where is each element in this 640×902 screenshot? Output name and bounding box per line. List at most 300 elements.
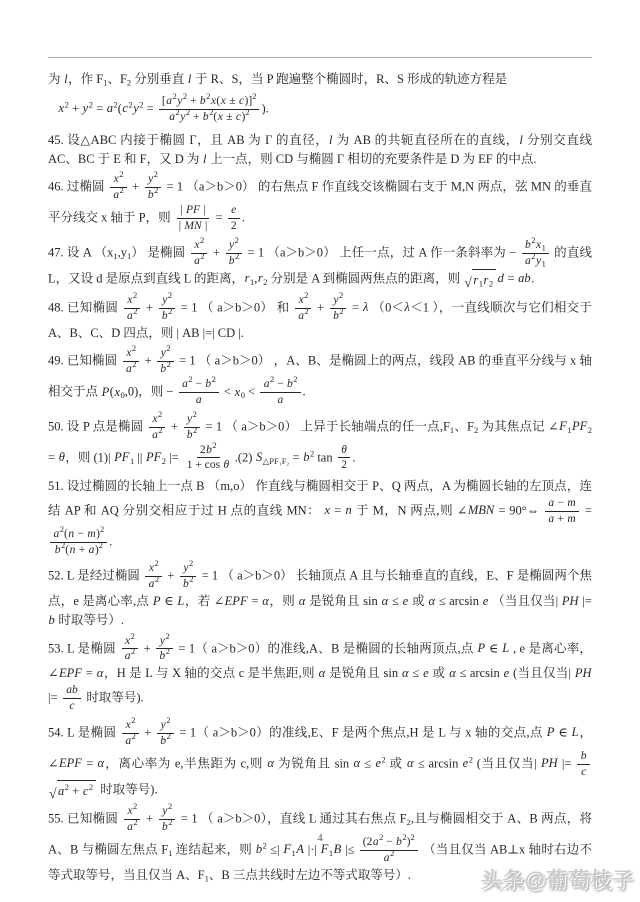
math-variable: P <box>152 594 161 608</box>
math-variable: b <box>160 734 167 747</box>
math-variable: x <box>127 805 133 817</box>
math-variable: m <box>567 512 576 525</box>
fraction-denominator <box>380 847 397 866</box>
fraction-denominator <box>157 359 174 377</box>
math-fraction <box>260 374 300 408</box>
subscript: 1 <box>567 424 572 435</box>
problem-46 <box>48 169 592 234</box>
math-variable: c <box>69 700 75 713</box>
math-variable: F <box>283 842 291 857</box>
math-variable: a <box>372 835 379 848</box>
superscript: 2 <box>211 374 216 385</box>
text-run: 2 <box>341 459 347 472</box>
text-run: + <box>140 725 155 740</box>
math-variable: a <box>127 309 133 322</box>
text-run: ,y <box>117 244 127 259</box>
math-variable: c <box>238 95 245 107</box>
text-run: − <box>383 835 396 848</box>
text-run: (当且仅当| <box>472 755 541 770</box>
math-variable: A <box>296 842 304 857</box>
superscript: 2 <box>379 831 384 842</box>
fraction-denominator <box>522 250 549 269</box>
math-variable: x <box>126 347 132 360</box>
superscript: 2 <box>166 359 171 370</box>
fraction-denominator <box>121 646 138 664</box>
text-run: 为其焦点记 ∠ <box>478 418 559 433</box>
math-variable: y <box>229 238 235 251</box>
math-variable: λ <box>404 300 410 315</box>
superscript: 2 <box>130 646 136 657</box>
math-variable: P <box>477 640 486 655</box>
math-fraction <box>159 91 260 125</box>
math-fraction <box>228 203 240 234</box>
text-run: 52. L 是经过椭圆 <box>48 568 144 583</box>
superscript: 2 <box>188 558 194 569</box>
math-variable: m <box>567 496 576 509</box>
superscript: 2 <box>192 424 198 435</box>
superscript: 2 <box>209 106 214 117</box>
math-variable: α <box>407 755 414 770</box>
math-variable: l <box>187 72 192 86</box>
fraction-numerator <box>145 169 161 188</box>
subscript: 2 <box>263 276 268 287</box>
superscript: 2 <box>189 574 194 585</box>
math-fraction <box>157 714 174 749</box>
superscript: 2 <box>381 753 386 764</box>
text-run: （当且仅当| <box>488 594 562 608</box>
fraction-numerator <box>577 749 590 765</box>
math-variable: α <box>262 594 269 608</box>
math-variable: e <box>375 755 382 770</box>
math-fraction <box>124 290 141 324</box>
math-variable: a <box>58 783 65 798</box>
text-run: = <box>248 594 262 608</box>
math-variable: PH <box>540 755 558 770</box>
math-variable: a <box>194 254 200 267</box>
math-variable: PF <box>571 418 588 433</box>
superscript: 2 <box>113 99 118 110</box>
superscript: 2 <box>192 408 197 419</box>
math-variable: α <box>298 594 306 608</box>
subscript: 2 <box>406 816 411 827</box>
text-run: ，若 ∠ <box>184 594 225 608</box>
math-fraction <box>295 290 312 324</box>
text-run: = <box>348 300 363 315</box>
fraction-denominator <box>274 393 287 408</box>
math-fraction <box>122 343 139 377</box>
math-variable: y <box>177 95 183 107</box>
text-run: + <box>75 543 89 556</box>
subscript: 0 <box>240 390 245 401</box>
fraction-denominator <box>192 393 205 408</box>
fraction-numerator <box>157 714 173 734</box>
fraction-numerator <box>145 558 161 577</box>
text-run: 为锐角且 sin <box>274 755 353 770</box>
superscript: 2 <box>468 753 473 764</box>
text-run: = <box>504 270 518 285</box>
text-run: | <box>178 220 184 233</box>
math-variable: c <box>82 783 89 798</box>
text-run: + <box>164 568 178 583</box>
math-variable: α <box>449 666 456 681</box>
math-variable: c <box>235 110 241 123</box>
superscript: 2 <box>293 374 298 385</box>
superscript: 2 <box>172 91 177 101</box>
subscript: 1 <box>103 77 108 88</box>
math-variable: x <box>58 101 65 116</box>
math-variable: n <box>345 503 352 518</box>
subscript: △PF₁F₂ <box>262 455 290 466</box>
math-variable: y <box>159 634 165 647</box>
superscript: 2 <box>165 630 170 641</box>
fraction-denominator <box>295 305 312 324</box>
text-run: = <box>581 503 592 518</box>
text-run: 或 <box>385 755 407 770</box>
text-run: 53. L 是椭圆 <box>48 640 120 655</box>
math-variable: y <box>183 562 189 575</box>
math-variable: S <box>255 449 263 464</box>
math-variable: m <box>87 527 96 540</box>
math-variable: x <box>152 412 158 425</box>
math-variable: a <box>152 428 158 441</box>
subscript: 0 <box>120 390 125 401</box>
text-run: 46. 过椭圆 <box>48 179 108 194</box>
text-run: 1 + cos <box>186 459 223 472</box>
fraction-denominator <box>338 458 350 473</box>
fraction-numerator <box>226 234 242 254</box>
math-fraction <box>184 439 233 474</box>
superscript: 2 <box>531 234 536 245</box>
display-formula <box>58 91 592 125</box>
text-run: = 1（ a＞b＞0）的准线,E、F 是两个焦点,H 是 L 与 x 轴的交点,点 <box>175 725 547 740</box>
subscript: 2 <box>473 424 479 435</box>
fraction-numerator <box>123 343 139 362</box>
math-variable: b <box>199 95 206 107</box>
superscript: 2 <box>119 169 124 180</box>
math-variable: y <box>162 294 168 306</box>
fraction-denominator <box>110 185 127 203</box>
math-variable: θ <box>58 449 65 464</box>
math-variable: b <box>54 543 61 556</box>
text-run: ± <box>223 110 236 123</box>
fraction-denominator <box>122 359 139 377</box>
math-variable: x <box>127 294 133 306</box>
math-variable: α <box>267 755 274 770</box>
text-run: |= <box>48 690 61 705</box>
text-run: < <box>220 384 235 399</box>
math-variable: x <box>113 173 119 186</box>
math-variable: F <box>559 418 567 433</box>
text-run: 、F <box>454 418 474 433</box>
math-variable: F <box>320 842 329 857</box>
text-run: ) <box>406 835 411 848</box>
math-variable: b <box>525 238 531 251</box>
text-run: |≤ <box>341 842 358 857</box>
math-variable: L <box>571 725 579 740</box>
radical-sign: √ <box>464 274 472 290</box>
superscript: 2 <box>304 290 309 300</box>
math-variable: α <box>401 666 409 681</box>
math-variable: x <box>220 95 226 107</box>
math-variable: y <box>536 254 542 267</box>
math-variable: a <box>383 851 390 864</box>
fraction-denominator <box>180 574 197 592</box>
math-variable: b <box>205 378 212 391</box>
math-variable: PH <box>561 594 579 608</box>
text-run: = <box>92 101 107 116</box>
subscript: 1 <box>291 847 296 858</box>
text-run: 为 <box>48 72 64 86</box>
text-run: （当且仅当 AB⊥x 轴时右边不等式取等号，当且仅当 A、F <box>48 842 592 882</box>
math-variable: PF <box>114 449 130 464</box>
problem-49 <box>48 343 592 408</box>
radicand <box>472 269 496 290</box>
text-run: 或 <box>429 666 449 681</box>
text-run: 上一点，则 CD 与椭圆 Γ 相切的充要条件是 D 为 EF 的中点. <box>207 151 537 166</box>
math-variable: ab <box>518 270 531 285</box>
superscript: 2 <box>339 305 344 316</box>
math-variable: y <box>333 294 339 306</box>
text-run: ( <box>117 101 122 116</box>
subscript: 1 <box>113 250 118 261</box>
fraction-denominator <box>545 512 579 527</box>
math-fraction <box>121 630 138 665</box>
text-run: )] <box>244 95 253 107</box>
text-run: 51. 设过椭圆的长轴上一点 B （m,o） 作直线与椭圆相交于 P、Q 两点，A 为椭圆长轴的左顶点，连结 AP 和 AQ 分别交相应于过 H 点的直线 MN： <box>48 478 592 518</box>
math-variable: a <box>166 95 172 107</box>
text-run: 分别是 A 到椭圆两焦点的距离，则 <box>267 270 464 285</box>
superscript: 2 <box>531 250 536 261</box>
math-variable: r <box>483 272 489 287</box>
math-variable: l <box>519 132 523 147</box>
math-variable: a <box>113 189 120 202</box>
text-run: = 1 （ a＞b＞0） 和 <box>177 300 293 315</box>
math-variable: a <box>124 650 131 663</box>
text-run: ，则 <box>269 594 299 608</box>
fraction-denominator <box>124 305 141 324</box>
math-variable: PF <box>185 204 201 217</box>
fraction-denominator <box>156 646 173 664</box>
math-fraction <box>191 234 208 269</box>
fraction-numerator <box>110 169 126 188</box>
superscript: 2 <box>131 730 136 741</box>
math-variable: y <box>82 101 89 116</box>
math-variable: b <box>147 189 154 202</box>
superscript: 2 <box>139 99 144 110</box>
math-variable: y <box>148 173 154 186</box>
problem-45 <box>48 131 592 169</box>
text-run: （0＜ <box>368 300 404 315</box>
fraction-numerator <box>63 683 82 699</box>
math-variable: n <box>69 543 76 556</box>
superscript: 2 <box>154 574 160 585</box>
text-run: = <box>48 449 59 464</box>
subscript: 1 <box>127 250 132 261</box>
math-fraction <box>183 408 200 443</box>
radicand <box>57 780 97 801</box>
text-run: | <box>200 204 206 217</box>
text-run: ( <box>213 110 218 123</box>
problem-51 <box>48 477 592 558</box>
math-variable: a <box>548 512 555 525</box>
fraction-numerator <box>157 343 173 362</box>
math-variable: b <box>287 378 293 391</box>
text-run: ,0)，则 − <box>124 384 177 399</box>
math-sqrt <box>464 269 496 290</box>
math-variable: e <box>462 755 469 770</box>
text-run: 49. 已知椭圆 <box>48 353 121 368</box>
superscript: 2 <box>200 250 205 261</box>
math-fraction <box>124 801 141 835</box>
superscript: 2 <box>200 234 205 245</box>
math-variable: α <box>381 594 389 608</box>
math-variable: y <box>160 718 166 731</box>
math-variable: x <box>234 384 241 399</box>
text-run: ( <box>109 384 114 399</box>
text-run: 连结起来，则 <box>172 842 256 857</box>
math-variable: b <box>159 650 166 663</box>
text-run: 47. 设 A （x <box>48 244 114 259</box>
math-variable: x <box>210 95 216 107</box>
math-variable: a <box>169 110 175 123</box>
text-run: = 1 （ a＞b＞0） ，A、B、是椭圆上的两点，线段 AB 的垂直平分线与 x 轴相交于点 <box>48 353 592 399</box>
text-run: 分别交直线 AC、BC 于 E 和 F，又 D 为 <box>48 132 592 166</box>
math-variable: b <box>162 820 168 833</box>
superscript: 2 <box>168 305 173 316</box>
text-run: .(2) <box>234 449 256 464</box>
text-run: 时取等号). <box>83 690 144 705</box>
superscript: 2 <box>153 169 159 180</box>
fraction-denominator <box>578 765 590 780</box>
superscript: 2 <box>132 290 138 300</box>
superscript: 2 <box>88 99 93 110</box>
text-run: = <box>143 101 157 116</box>
text-run: (2 <box>362 835 373 848</box>
watermark: 头条@葡萄枝子 <box>480 869 634 892</box>
math-variable: λ <box>362 300 369 315</box>
superscript: 2 <box>98 539 103 550</box>
math-variable: P <box>546 725 555 740</box>
document-body <box>48 70 592 885</box>
superscript: 2 <box>167 290 173 300</box>
text-run: . <box>241 210 245 225</box>
text-run: 时取等号）. <box>55 613 125 627</box>
text-run: 或 <box>408 594 429 608</box>
math-fraction <box>157 343 174 377</box>
math-variable: x <box>125 634 131 647</box>
math-variable: a <box>195 394 202 407</box>
text-run: | <box>202 220 208 233</box>
superscript: 2 <box>270 374 275 385</box>
superscript: 2 <box>390 847 395 858</box>
text-run: | <box>180 204 186 217</box>
math-variable: θ <box>341 443 347 456</box>
text-run: = 1 （ a＞b＞0） 上异于长轴端点的任一点,F <box>202 418 450 433</box>
math-variable: b <box>160 363 167 376</box>
text-run: − <box>74 527 87 540</box>
math-variable: y <box>160 347 166 360</box>
text-run: ( <box>64 527 68 540</box>
text-run: 、B 三点共线时左边不等式取等号）. <box>208 867 411 882</box>
text-run: . <box>109 534 113 549</box>
subscript: 1 <box>478 278 483 288</box>
math-variable: e <box>402 594 409 608</box>
subscript: 1 <box>328 847 334 858</box>
text-run: 于 M，N 两点,则 ∠ <box>352 503 468 518</box>
text-run: − <box>192 378 205 391</box>
superscript: 2 <box>165 646 171 657</box>
math-variable: b <box>48 613 55 627</box>
text-run: = 90°⇔ <box>494 503 543 518</box>
text-run: ） 是椭圆 <box>131 244 189 259</box>
superscript: 2 <box>206 91 211 101</box>
math-variable: a <box>125 363 132 376</box>
superscript: 2 <box>410 831 415 842</box>
text-run: ＜1 ），一直线顺次与它们相交于 A、B、C、D 四点，则 | AB |=| CD |. <box>48 300 592 340</box>
math-variable: L <box>177 594 185 608</box>
superscript: 2 <box>188 374 193 385</box>
math-variable: a <box>106 101 113 116</box>
text-run: = <box>330 503 346 518</box>
math-variable: α <box>318 666 326 681</box>
math-variable: a <box>263 378 270 391</box>
text-run: (当且仅当| <box>509 666 575 681</box>
math-variable: b <box>580 749 587 762</box>
math-variable: e <box>503 666 510 681</box>
superscript: 2 <box>133 305 138 316</box>
fraction-denominator <box>158 305 175 324</box>
superscript: 2 <box>252 91 257 101</box>
text-run: + <box>68 101 83 116</box>
math-variable: e <box>423 666 429 681</box>
text-run: 54. L 是椭圆 <box>48 725 120 740</box>
math-variable: r <box>244 270 250 285</box>
math-variable: x <box>298 294 304 306</box>
math-variable: b <box>396 835 402 848</box>
superscript: 2 <box>64 781 70 792</box>
text-run: + <box>554 512 567 525</box>
math-fraction <box>179 374 219 408</box>
text-run: |= <box>165 449 182 464</box>
math-variable: y <box>133 101 139 116</box>
subscript: 2 <box>488 278 494 288</box>
superscript: 2 <box>131 343 137 354</box>
math-variable: α <box>353 755 361 770</box>
subscript: 1 <box>129 455 135 466</box>
superscript: 2 <box>234 250 240 261</box>
fraction-numerator <box>197 439 220 459</box>
math-variable: a <box>88 543 95 556</box>
text-run: 时取等号). <box>97 781 158 796</box>
text-run: |= <box>579 594 592 608</box>
superscript: 2 <box>88 781 94 792</box>
text-run: + <box>190 110 203 123</box>
text-run: || <box>134 449 146 464</box>
math-variable: y <box>180 110 186 123</box>
math-fraction <box>176 203 211 234</box>
fraction-denominator <box>330 305 347 324</box>
fraction-numerator <box>122 630 138 650</box>
math-variable: x <box>148 562 155 575</box>
text-run: + <box>142 300 157 315</box>
text-run: = <box>82 755 98 770</box>
math-variable: y <box>187 412 193 425</box>
superscript: 2 <box>304 305 309 316</box>
math-variable: b <box>183 578 189 591</box>
math-fraction <box>330 290 347 324</box>
text-run: 55. 已知椭圆 <box>48 811 122 826</box>
text-run: ≤ arcsin <box>435 594 483 608</box>
